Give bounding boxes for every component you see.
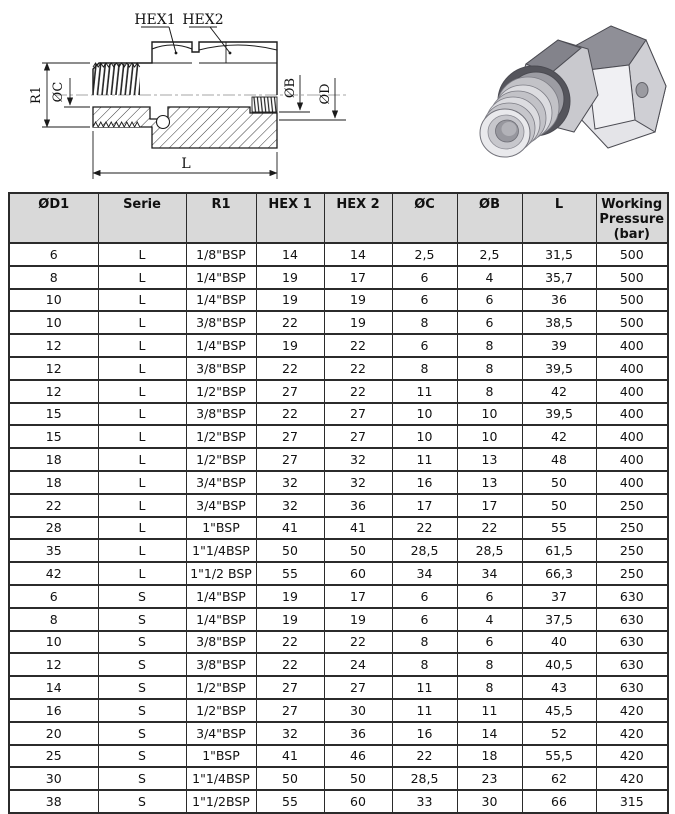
table-cell: 630 — [596, 608, 668, 631]
column-header: Working Pressure (bar) — [596, 193, 668, 243]
table-cell: 22 — [457, 517, 522, 540]
table-cell: 630 — [596, 676, 668, 699]
table-cell: 250 — [596, 562, 668, 585]
table-cell: L — [98, 494, 186, 517]
table-cell: 22 — [324, 357, 392, 380]
table-cell: 8 — [457, 380, 522, 403]
table-cell: 50 — [256, 539, 324, 562]
column-header: Serie — [98, 193, 186, 243]
table-cell: 30 — [324, 699, 392, 722]
table-cell: 500 — [596, 289, 668, 312]
table-cell: 315 — [596, 790, 668, 813]
table-cell: 8 — [457, 334, 522, 357]
table-cell: 10 — [392, 403, 457, 426]
table-cell: 41 — [324, 517, 392, 540]
table-cell: 11 — [392, 699, 457, 722]
table-cell: 6 — [392, 266, 457, 289]
table-cell: 61,5 — [522, 539, 596, 562]
table-cell: L — [98, 425, 186, 448]
table-cell: 19 — [324, 289, 392, 312]
table-cell: 1"1/2BSP — [186, 790, 256, 813]
table-cell: 30 — [457, 790, 522, 813]
table-cell: 19 — [256, 289, 324, 312]
table-cell: 8 — [392, 357, 457, 380]
table-cell: 13 — [457, 471, 522, 494]
table-cell: L — [98, 517, 186, 540]
table-cell: 3/4"BSP — [186, 722, 256, 745]
table-cell: 8 — [392, 311, 457, 334]
table-cell: S — [98, 745, 186, 768]
table-cell: S — [98, 676, 186, 699]
table-cell: 400 — [596, 357, 668, 380]
column-header: ØC — [392, 193, 457, 243]
table-cell: 45,5 — [522, 699, 596, 722]
table-cell: 27 — [256, 425, 324, 448]
column-header: R1 — [186, 193, 256, 243]
table-cell: 32 — [256, 494, 324, 517]
table-cell: 1/4"BSP — [186, 608, 256, 631]
table-cell: 27 — [256, 676, 324, 699]
table-cell: 32 — [256, 471, 324, 494]
table-cell: 36 — [522, 289, 596, 312]
table-cell: 27 — [256, 699, 324, 722]
table-cell: 420 — [596, 722, 668, 745]
table-cell: 24 — [324, 653, 392, 676]
table-cell: 3/8"BSP — [186, 403, 256, 426]
table-cell: 500 — [596, 266, 668, 289]
table-cell: 50 — [256, 767, 324, 790]
dia-c-label: ØC — [51, 81, 66, 103]
table-cell: L — [98, 403, 186, 426]
table-cell: 13 — [457, 448, 522, 471]
table-cell: 12 — [9, 357, 98, 380]
female-thread — [252, 97, 277, 112]
table-cell: 8 — [457, 357, 522, 380]
table-cell: 16 — [392, 722, 457, 745]
dimension-c — [64, 78, 90, 107]
table-row — [9, 767, 668, 790]
table-cell: 6 — [392, 585, 457, 608]
table-cell: 10 — [9, 311, 98, 334]
table-cell: 55,5 — [522, 745, 596, 768]
table-cell: 400 — [596, 380, 668, 403]
table-cell: 6 — [9, 585, 98, 608]
column-header: ØB — [457, 193, 522, 243]
table-cell: 16 — [9, 699, 98, 722]
table-row — [9, 243, 668, 266]
table-cell: 34 — [392, 562, 457, 585]
table-cell: L — [98, 311, 186, 334]
table-cell: 4 — [457, 266, 522, 289]
table-cell: 22 — [324, 334, 392, 357]
table-cell: S — [98, 722, 186, 745]
table-cell: 17 — [392, 494, 457, 517]
table-cell: 1/2"BSP — [186, 676, 256, 699]
table-cell: 27 — [324, 403, 392, 426]
table-cell: 50 — [522, 471, 596, 494]
table-cell: 22 — [324, 631, 392, 654]
table-cell: 48 — [522, 448, 596, 471]
table-cell: 6 — [392, 608, 457, 631]
table-row — [9, 790, 668, 813]
table-cell: L — [98, 334, 186, 357]
table-row — [9, 471, 668, 494]
table-row — [9, 745, 668, 768]
table-cell: L — [98, 448, 186, 471]
table-row — [9, 562, 668, 585]
table-cell: 11 — [392, 380, 457, 403]
table-cell: 15 — [9, 403, 98, 426]
table-cell: 1/4"BSP — [186, 585, 256, 608]
table-cell: 10 — [457, 403, 522, 426]
table-cell: 500 — [596, 311, 668, 334]
table-cell: 6 — [392, 289, 457, 312]
table-cell: 10 — [9, 631, 98, 654]
column-header: HEX 1 — [256, 193, 324, 243]
table-cell: 20 — [9, 722, 98, 745]
table-cell: 19 — [256, 608, 324, 631]
table-cell: 8 — [457, 676, 522, 699]
column-header: L — [522, 193, 596, 243]
table-cell: 31,5 — [522, 243, 596, 266]
table-cell: 3/8"BSP — [186, 357, 256, 380]
table-row — [9, 448, 668, 471]
table-cell: 17 — [324, 585, 392, 608]
table-cell: 1"1/2 BSP — [186, 562, 256, 585]
table-cell: 6 — [457, 631, 522, 654]
table-row — [9, 631, 668, 654]
table-cell: 40,5 — [522, 653, 596, 676]
table-cell: 40 — [522, 631, 596, 654]
table-cell: L — [98, 243, 186, 266]
table-cell: 420 — [596, 767, 668, 790]
table-cell: 22 — [256, 631, 324, 654]
table-row — [9, 653, 668, 676]
table-cell: 27 — [324, 425, 392, 448]
table-cell: 33 — [392, 790, 457, 813]
table-cell: 18 — [457, 745, 522, 768]
table-cell: 60 — [324, 790, 392, 813]
table-cell: 14 — [324, 243, 392, 266]
table-row — [9, 403, 668, 426]
dia-b-label: ØB — [283, 77, 298, 99]
table-cell: 8 — [9, 266, 98, 289]
table-cell: 55 — [256, 790, 324, 813]
table-cell: 3/4"BSP — [186, 471, 256, 494]
table-row — [9, 608, 668, 631]
table-cell: 420 — [596, 699, 668, 722]
table-cell: 30 — [9, 767, 98, 790]
table-cell: 1"1/4BSP — [186, 767, 256, 790]
hex1-label: HEX1 — [134, 12, 176, 28]
table-cell: 38 — [9, 790, 98, 813]
male-thread — [93, 63, 140, 95]
table-cell: 28,5 — [457, 539, 522, 562]
table-cell: 18 — [9, 471, 98, 494]
table-cell: 17 — [457, 494, 522, 517]
table-cell: 6 — [457, 585, 522, 608]
table-cell: 32 — [324, 448, 392, 471]
table-cell: 1/4"BSP — [186, 334, 256, 357]
table-cell: 50 — [324, 539, 392, 562]
table-cell: 3/8"BSP — [186, 653, 256, 676]
table-cell: 400 — [596, 403, 668, 426]
table-cell: 2,5 — [457, 243, 522, 266]
table-cell: 1/2"BSP — [186, 380, 256, 403]
table-cell: 4 — [457, 608, 522, 631]
table-cell: 23 — [457, 767, 522, 790]
table-cell: 22 — [256, 653, 324, 676]
table-cell: 36 — [324, 494, 392, 517]
table-cell: 39 — [522, 334, 596, 357]
table-cell: 14 — [9, 676, 98, 699]
table-cell: 55 — [522, 517, 596, 540]
table-cell: 52 — [522, 722, 596, 745]
table-cell: 2,5 — [392, 243, 457, 266]
table-cell: 66,3 — [522, 562, 596, 585]
ball-detail — [157, 116, 170, 129]
table-cell: 19 — [324, 311, 392, 334]
table-cell: 400 — [596, 471, 668, 494]
table-cell: S — [98, 767, 186, 790]
table-cell: 27 — [324, 676, 392, 699]
table-cell: 42 — [522, 380, 596, 403]
table-cell: 1/2"BSP — [186, 699, 256, 722]
table-cell: L — [98, 289, 186, 312]
table-cell: 19 — [256, 334, 324, 357]
table-row — [9, 722, 668, 745]
table-cell: 11 — [392, 676, 457, 699]
table-cell: 1/2"BSP — [186, 448, 256, 471]
table-cell: 630 — [596, 585, 668, 608]
table-cell: 10 — [9, 289, 98, 312]
l-label: L — [181, 156, 191, 172]
table-cell: S — [98, 699, 186, 722]
table-row — [9, 539, 668, 562]
table-cell: 400 — [596, 334, 668, 357]
table-cell: 250 — [596, 494, 668, 517]
table-cell: 1"BSP — [186, 517, 256, 540]
table-cell: 38,5 — [522, 311, 596, 334]
table-cell: 19 — [324, 608, 392, 631]
table-row — [9, 425, 668, 448]
table-row — [9, 676, 668, 699]
column-header: ØD1 — [9, 193, 98, 243]
table-row — [9, 357, 668, 380]
table-cell: 630 — [596, 653, 668, 676]
table-row — [9, 334, 668, 357]
table-cell: 25 — [9, 745, 98, 768]
table-cell: 8 — [9, 608, 98, 631]
table-cell: 22 — [392, 745, 457, 768]
table-cell: 8 — [392, 653, 457, 676]
technical-drawing — [0, 0, 380, 190]
table-cell: 11 — [457, 699, 522, 722]
table-cell: 42 — [522, 425, 596, 448]
table-cell: 62 — [522, 767, 596, 790]
table-cell: 37,5 — [522, 608, 596, 631]
table-cell: 41 — [256, 745, 324, 768]
table-row — [9, 380, 668, 403]
table-cell: 6 — [457, 311, 522, 334]
hex2-label: HEX2 — [182, 12, 224, 28]
table-cell: 15 — [9, 425, 98, 448]
table-cell: L — [98, 266, 186, 289]
table-cell: 1/4"BSP — [186, 266, 256, 289]
table-cell: 22 — [256, 403, 324, 426]
table-cell: 50 — [324, 767, 392, 790]
table-cell: L — [98, 357, 186, 380]
section-hatch — [93, 97, 277, 148]
table-row — [9, 585, 668, 608]
table-cell: L — [98, 562, 186, 585]
table-cell: 22 — [392, 517, 457, 540]
table-cell: 60 — [324, 562, 392, 585]
table-cell: 18 — [9, 448, 98, 471]
table-cell: 22 — [9, 494, 98, 517]
table-cell: 3/8"BSP — [186, 311, 256, 334]
table-cell: 6 — [457, 289, 522, 312]
fitting-3d-render — [478, 8, 675, 176]
figures-row — [0, 0, 675, 190]
table-cell: 1"1/4BSP — [186, 539, 256, 562]
table-cell: S — [98, 608, 186, 631]
table-cell: L — [98, 471, 186, 494]
table-cell: 41 — [256, 517, 324, 540]
table-cell: S — [98, 585, 186, 608]
spec-table — [8, 192, 669, 814]
table-cell: 19 — [256, 266, 324, 289]
table-cell: 420 — [596, 745, 668, 768]
table-cell: 8 — [457, 653, 522, 676]
table-cell: 400 — [596, 425, 668, 448]
table-cell: 55 — [256, 562, 324, 585]
table-cell: 1/2"BSP — [186, 425, 256, 448]
table-cell: 35 — [9, 539, 98, 562]
table-cell: 500 — [596, 243, 668, 266]
table-cell: 250 — [596, 539, 668, 562]
table-cell: 35,7 — [522, 266, 596, 289]
table-cell: 39,5 — [522, 357, 596, 380]
table-cell: 27 — [256, 448, 324, 471]
table-cell: 22 — [256, 357, 324, 380]
table-cell: 32 — [256, 722, 324, 745]
table-cell: S — [98, 653, 186, 676]
spec-table-body — [9, 243, 668, 813]
table-cell: S — [98, 790, 186, 813]
r1-label: R1 — [29, 85, 44, 105]
table-row — [9, 311, 668, 334]
table-cell: 630 — [596, 631, 668, 654]
table-cell: 22 — [256, 311, 324, 334]
dia-d-label: ØD — [318, 83, 333, 105]
table-cell: 66 — [522, 790, 596, 813]
table-cell: 50 — [522, 494, 596, 517]
table-row — [9, 266, 668, 289]
table-cell: 39,5 — [522, 403, 596, 426]
table-cell: 3/8"BSP — [186, 631, 256, 654]
table-cell: 22 — [324, 380, 392, 403]
table-cell: 32 — [324, 471, 392, 494]
header-row — [9, 193, 668, 243]
table-cell: 12 — [9, 653, 98, 676]
table-cell: 34 — [457, 562, 522, 585]
render-body — [480, 26, 666, 157]
table-cell: 19 — [256, 585, 324, 608]
table-cell: 42 — [9, 562, 98, 585]
table-cell: L — [98, 539, 186, 562]
table-cell: 10 — [457, 425, 522, 448]
table-cell: 12 — [9, 334, 98, 357]
table-row — [9, 494, 668, 517]
column-header: HEX 2 — [324, 193, 392, 243]
table-cell: 1"BSP — [186, 745, 256, 768]
table-cell: 43 — [522, 676, 596, 699]
table-cell: 11 — [392, 448, 457, 471]
table-cell: 36 — [324, 722, 392, 745]
table-cell: 46 — [324, 745, 392, 768]
table-row — [9, 289, 668, 312]
table-cell: S — [98, 631, 186, 654]
table-cell: 250 — [596, 517, 668, 540]
table-cell: 1/8"BSP — [186, 243, 256, 266]
table-row — [9, 517, 668, 540]
table-cell: 16 — [392, 471, 457, 494]
table-cell: 6 — [392, 334, 457, 357]
table-cell: 3/4"BSP — [186, 494, 256, 517]
table-cell: 10 — [392, 425, 457, 448]
table-cell: 37 — [522, 585, 596, 608]
table-cell: 14 — [457, 722, 522, 745]
table-cell: 17 — [324, 266, 392, 289]
table-cell: 12 — [9, 380, 98, 403]
table-row — [9, 699, 668, 722]
table-cell: 14 — [256, 243, 324, 266]
table-cell: L — [98, 380, 186, 403]
table-cell: 28,5 — [392, 539, 457, 562]
table-cell: 28 — [9, 517, 98, 540]
table-cell: 1/4"BSP — [186, 289, 256, 312]
table-cell: 400 — [596, 448, 668, 471]
table-cell: 28,5 — [392, 767, 457, 790]
table-cell: 8 — [392, 631, 457, 654]
table-cell: 6 — [9, 243, 98, 266]
hex-hole — [636, 83, 648, 98]
table-cell: 27 — [256, 380, 324, 403]
